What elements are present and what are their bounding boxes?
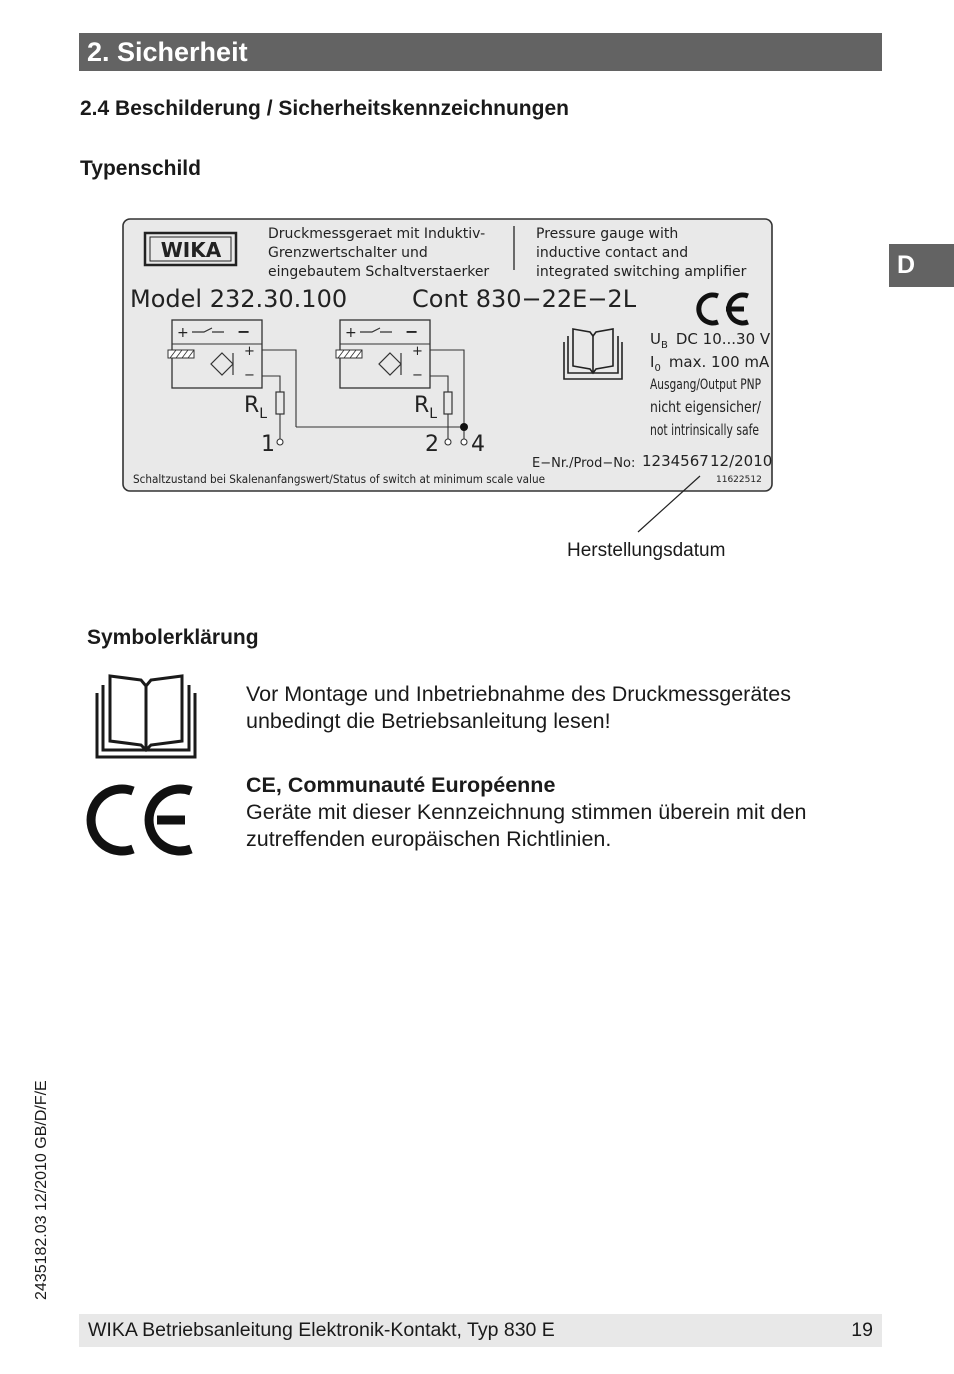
rl-1-label: $R_L$ xyxy=(244,393,268,422)
annotation-leader-line xyxy=(630,470,710,540)
nameplate-brand: WIKA xyxy=(160,238,222,262)
manual-text-line-2: unbedingt die Betriebsanleitung lesen! xyxy=(246,709,611,733)
plate-code: 11622512 xyxy=(716,475,762,485)
footer-bar xyxy=(79,1314,882,1347)
switch-2-plus: + xyxy=(345,325,357,341)
output-type: Ausgang/Output PNP xyxy=(650,377,761,393)
ce-text-line-1: Geräte mit dieser Kennzeichnung stimmen überein mit den xyxy=(246,800,807,824)
model-label: Model 232.30.100 xyxy=(130,285,348,313)
desc-de-line-1: Druckmessgeraet mit Induktiv- xyxy=(268,226,486,242)
section-title: 2. Sicherheit xyxy=(87,37,248,67)
ce-mark-icon xyxy=(93,782,199,862)
safety-en: not intrinsically safe xyxy=(650,421,759,439)
ce-text-line-2: zutreffenden europäischen Richtlinien. xyxy=(246,827,612,851)
annotation-label: Herstellungsdatum xyxy=(567,540,726,561)
symbol-heading: Symbolerklärung xyxy=(87,626,259,649)
cont-label: Cont 830−22E−2L xyxy=(412,285,637,313)
switch-1-plus: + xyxy=(177,325,189,341)
prod-date: 12/2010 xyxy=(710,452,773,470)
switch-2-minus: − xyxy=(405,322,419,341)
output-current: $I_0$ max. 100 mA xyxy=(650,353,770,374)
footer-title: WIKA Betriebsanleitung Elektronik-Kontakt, Typ 830 E xyxy=(88,1319,555,1341)
manual-book-icon xyxy=(93,673,199,761)
manual-text-line-1: Vor Montage und Inbetriebnahme des Druckmessgerätes xyxy=(246,682,791,706)
safety-de: nicht eigensicher/ xyxy=(650,398,762,416)
typenschild-heading: Typenschild xyxy=(80,157,201,180)
terminal-1-label: 1 xyxy=(261,432,275,457)
symbol-description-ce xyxy=(246,772,806,853)
status-line: Schaltzustand bei Skalenanfangswert/Status of switch at minimum scale value xyxy=(133,473,546,486)
terminal-4-label: 4 xyxy=(471,432,485,457)
desc-de-line-2: Grenzwertschalter und xyxy=(268,245,428,261)
sensor-2-minus: − xyxy=(412,368,423,383)
symbol-description-manual xyxy=(246,681,791,735)
sensor-1-plus: + xyxy=(244,344,255,359)
nameplate-figure xyxy=(120,216,776,496)
desc-de-line-3: eingebautem Schaltverstaerker xyxy=(268,264,490,280)
ce-title: CE, Communauté Européenne xyxy=(246,773,556,797)
document-code: 2435182.03 12/2010 GB/D/F/E xyxy=(33,1080,50,1300)
rl-2-label: $R_L$ xyxy=(414,393,438,422)
desc-en-line-2: inductive contact and xyxy=(536,245,689,261)
switch-1-minus: − xyxy=(237,322,251,341)
prod-no-label: E−Nr./Prod−No: xyxy=(532,456,636,471)
prod-no-value: 1234567 xyxy=(642,452,709,470)
sensor-1-minus: − xyxy=(244,368,255,383)
section-header xyxy=(79,33,882,71)
supply-voltage: $U_B$ DC 10...30 V xyxy=(650,330,771,351)
desc-en-line-1: Pressure gauge with xyxy=(536,226,679,242)
language-tab-label: D xyxy=(897,251,916,279)
desc-en-line-3: integrated switching amplifier xyxy=(536,264,747,280)
language-tab xyxy=(889,244,954,287)
sensor-2-plus: + xyxy=(412,344,423,359)
page-number: 19 xyxy=(851,1319,873,1341)
terminal-2-label: 2 xyxy=(425,432,439,457)
subsection-title: 2.4 Beschilderung / Sicherheitskennzeichnungen xyxy=(80,97,569,120)
